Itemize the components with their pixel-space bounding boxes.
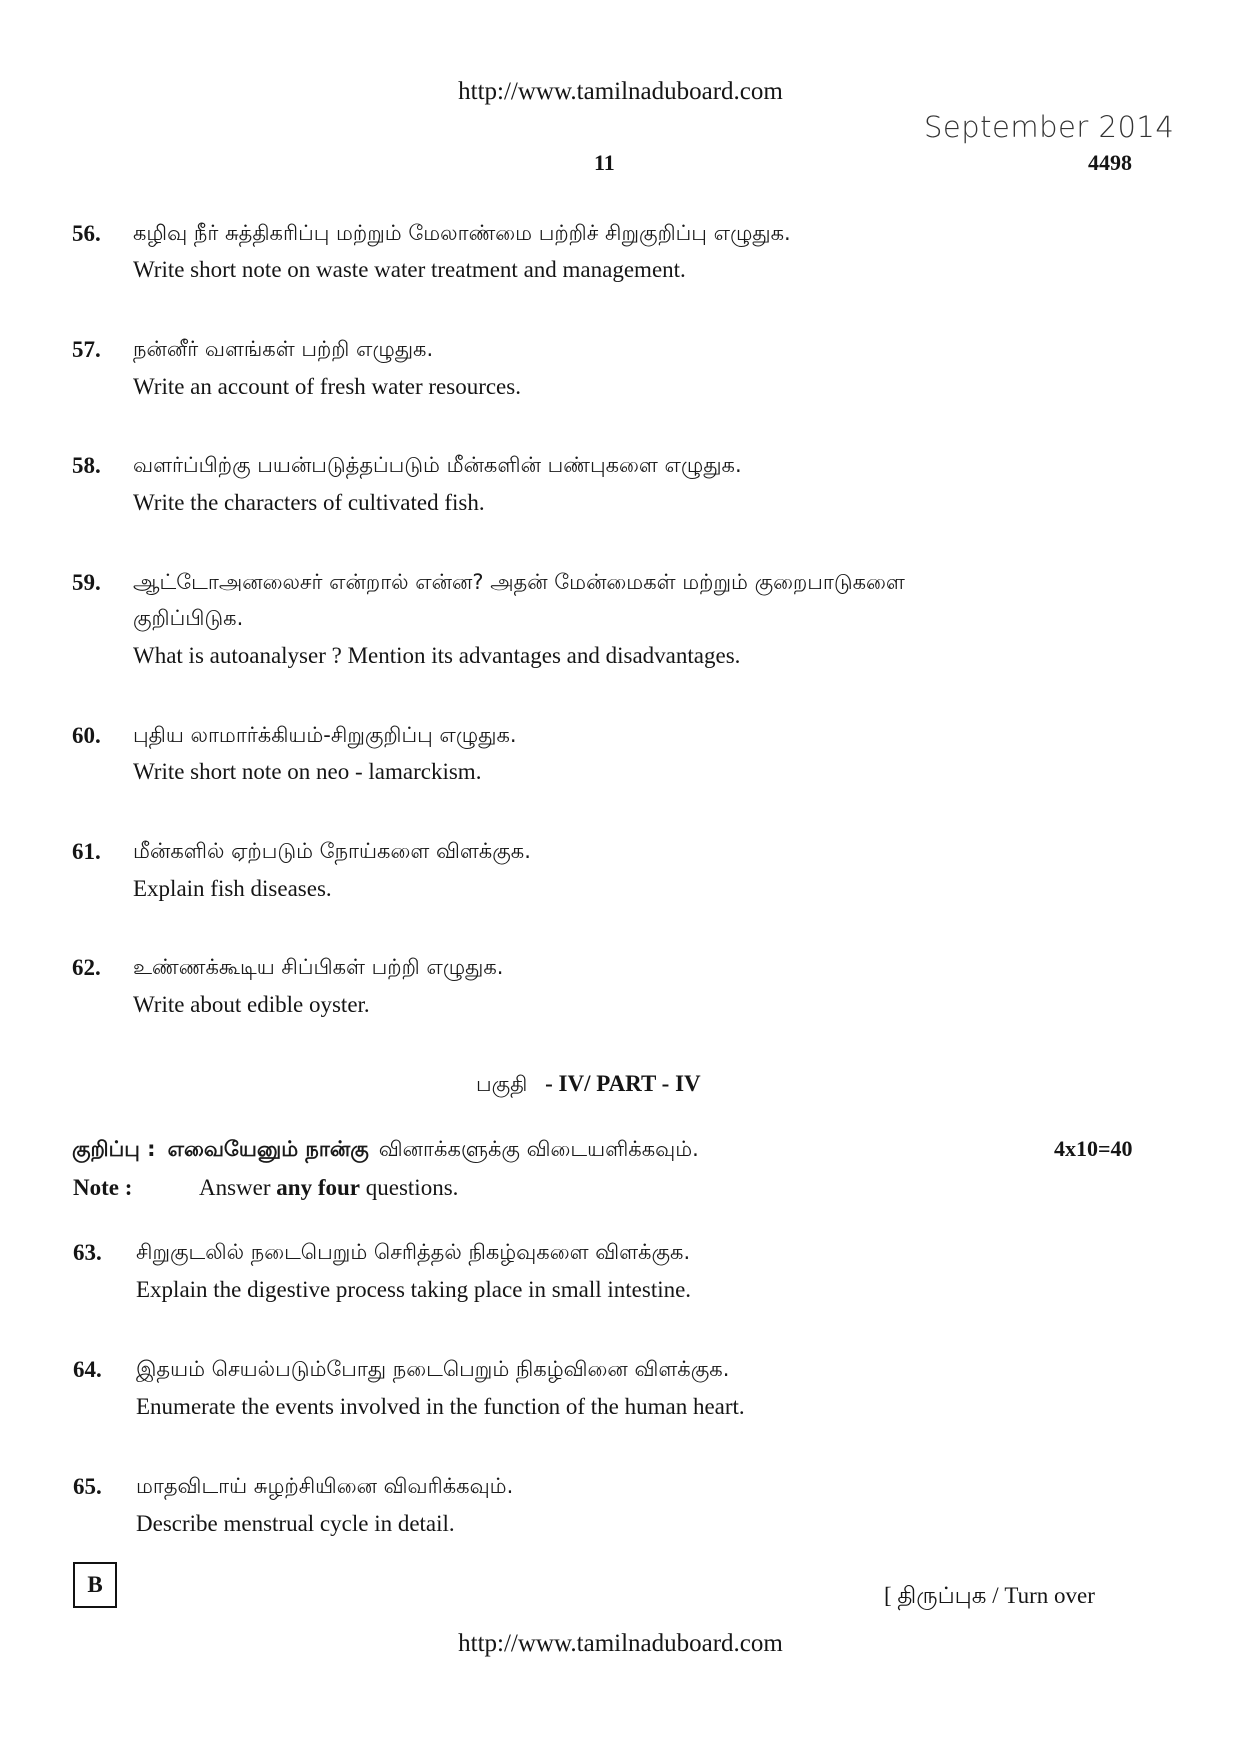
question-number: 63. bbox=[73, 1240, 102, 1265]
question-english-text: What is autoanalyser ? Mention its advantages and disadvantages. bbox=[133, 643, 741, 668]
question-tamil-text: மாதவிடாய் சுழற்சியினை விவரிக்கவும். bbox=[136, 1474, 514, 1498]
question-tamil-text-continued: குறிப்பிடுக. bbox=[133, 606, 244, 630]
question-tamil-text: நன்னீர் வளங்கள் பற்றி எழுதுக. bbox=[133, 337, 434, 361]
question-number: 61. bbox=[72, 839, 101, 864]
question-english-text: Enumerate the events involved in the function of the human heart. bbox=[136, 1394, 745, 1419]
note-label: Note : bbox=[73, 1175, 133, 1200]
question-english-text: Write short note on waste water treatment and management. bbox=[133, 257, 686, 282]
part-heading-tamil: பகுதி bbox=[476, 1072, 528, 1096]
turn-over-note: [ திருப்புக / Turn over bbox=[884, 1583, 1095, 1608]
note-tamil-line bbox=[72, 1137, 699, 1164]
question-tamil-text: கழிவு நீர் சுத்திகரிப்பு மற்றும் மேலாண்மை பற்றிச் சிறுகுறிப்பு எழுதுக. bbox=[133, 221, 791, 245]
question-number: 65. bbox=[73, 1474, 102, 1499]
question-english-text: Write short note on neo - lamarckism. bbox=[133, 759, 482, 784]
paper-code: 4498 bbox=[1088, 150, 1132, 175]
note-label-tamil: குறிப்பு : bbox=[72, 1137, 156, 1161]
source-url-top: http://www.tamilnaduboard.com bbox=[458, 78, 783, 105]
question-english-text: Write about edible oyster. bbox=[133, 992, 370, 1017]
question-tamil-text: வளர்ப்பிற்கு பயன்படுத்தப்படும் மீன்களின் பண்புகளை எழுதுக. bbox=[133, 453, 742, 477]
source-url-bottom: http://www.tamilnaduboard.com bbox=[458, 1630, 783, 1657]
question-tamil-text: புதிய லாமார்க்கியம்-சிறுகுறிப்பு எழுதுக. bbox=[133, 723, 517, 747]
part-four-heading bbox=[476, 1071, 701, 1099]
note-text-before: Answer bbox=[199, 1175, 271, 1200]
note-text bbox=[199, 1175, 458, 1201]
question-tamil-text: மீன்களில் ஏற்படும் நோய்களை விளக்குக. bbox=[133, 839, 531, 863]
question-english-text: Write the characters of cultivated fish. bbox=[133, 490, 485, 515]
question-number: 60. bbox=[72, 723, 101, 748]
version-badge: B bbox=[73, 1562, 117, 1608]
note-text-bold: any four bbox=[276, 1175, 360, 1200]
question-english-text: Write an account of fresh water resources. bbox=[133, 374, 521, 399]
question-number: 59. bbox=[72, 570, 101, 595]
question-english-text: Describe menstrual cycle in detail. bbox=[136, 1511, 455, 1536]
question-number: 57. bbox=[72, 337, 101, 362]
question-english-text: Explain fish diseases. bbox=[133, 876, 332, 901]
question-english-text: Explain the digestive process taking place in small intestine. bbox=[136, 1277, 692, 1302]
handwritten-date: September 2014 bbox=[924, 110, 1175, 144]
question-number: 56. bbox=[72, 221, 101, 246]
question-number: 62. bbox=[72, 955, 101, 980]
note-text-after: questions. bbox=[365, 1175, 459, 1200]
question-tamil-text: ஆட்டோஅனலைசர் என்றால் என்ன? அதன் மேன்மைகள் மற்றும் குறைபாடுகளை bbox=[133, 570, 905, 594]
question-number: 64. bbox=[73, 1357, 102, 1382]
note-text-tamil: வினாக்களுக்கு விடையளிக்கவும். bbox=[378, 1137, 699, 1161]
question-number: 58. bbox=[72, 453, 101, 478]
marks-allocation: 4x10=40 bbox=[1054, 1136, 1133, 1161]
note-text-tamil-bold: எவையேனும் நான்கு bbox=[167, 1137, 369, 1161]
question-tamil-text: இதயம் செயல்படும்போது நடைபெறும் நிகழ்வினை விளக்குக. bbox=[136, 1357, 730, 1381]
question-tamil-text: சிறுகுடலில் நடைபெறும் செரித்தல் நிகழ்வுகளை விளக்குக. bbox=[136, 1240, 691, 1264]
question-tamil-text: உண்ணக்கூடிய சிப்பிகள் பற்றி எழுதுக. bbox=[133, 955, 504, 979]
page-number: 11 bbox=[594, 150, 615, 175]
part-heading-english: - IV/ PART - IV bbox=[545, 1071, 701, 1096]
